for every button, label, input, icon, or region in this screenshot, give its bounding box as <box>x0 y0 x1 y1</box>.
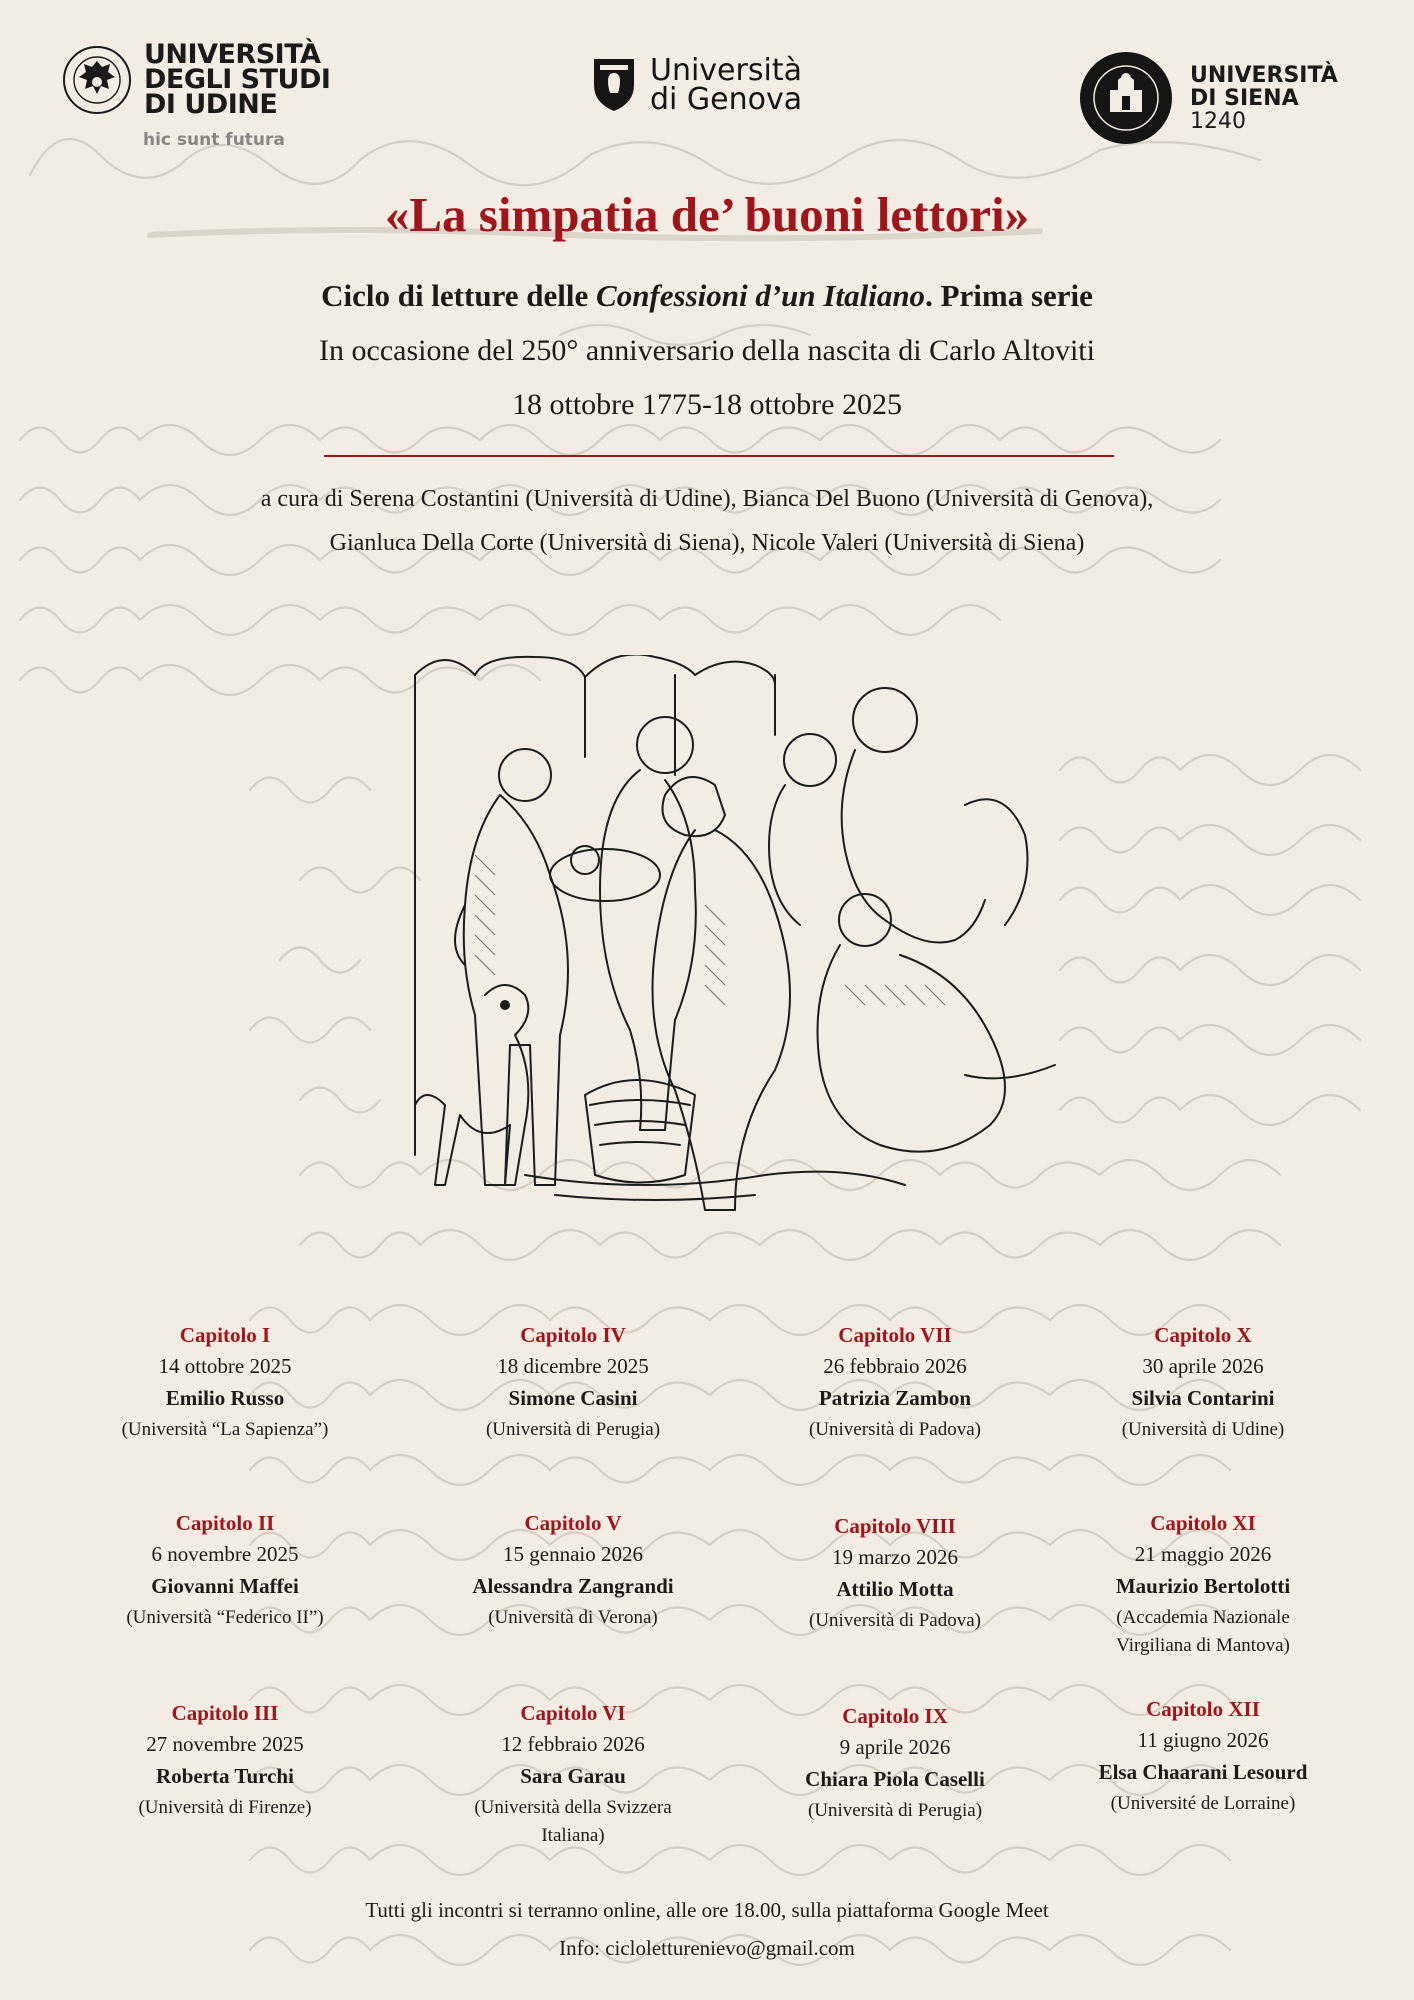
chapter-date: 21 maggio 2026 <box>1134 1542 1272 1566</box>
curators-line-1: a cura di Serena Costantini (Università di Udine), Bianca Del Buono (Università di Genova), <box>260 486 1154 512</box>
chapter-date: 30 aprile 2026 <box>1142 1354 1264 1378</box>
chapter-speaker: Maurizio Bertolotti <box>1115 1574 1291 1598</box>
chapter-date: 12 febbraio 2026 <box>501 1732 645 1756</box>
chapter-affiliation: (Università di Perugia) <box>807 1800 983 1821</box>
genova-name: Università di Genova <box>650 53 803 117</box>
chapter-title: Capitolo II <box>175 1511 275 1535</box>
chapter-title: Capitolo V <box>524 1511 622 1535</box>
chapter-card <box>1038 1508 1368 1660</box>
chapter-card <box>408 1698 738 1850</box>
chapter-date: 11 giugno 2026 <box>1137 1728 1269 1752</box>
series-subtitle: Ciclo di letture delle Confessioni d’un Italiano. Prima serie <box>321 278 1093 313</box>
chapter-speaker: Chiara Piola Caselli <box>805 1767 985 1791</box>
chapter-card <box>1038 1694 1368 1818</box>
chapter-title: Capitolo X <box>1154 1323 1252 1347</box>
chapter-speaker: Sara Garau <box>520 1764 626 1788</box>
chapter-card <box>730 1320 1060 1444</box>
chapter-date: 19 marzo 2026 <box>832 1545 958 1569</box>
chapter-title: Capitolo IX <box>842 1704 948 1728</box>
chapter-title: Capitolo XII <box>1146 1697 1260 1721</box>
chapter-affiliation: (Université de Lorraine) <box>1110 1793 1296 1814</box>
chapter-speaker: Alessandra Zangrandi <box>472 1574 674 1598</box>
chapter-affiliation: (Università “Federico II”) <box>126 1607 324 1628</box>
chapter-title: Capitolo XI <box>1150 1511 1256 1535</box>
siena-name: UNIVERSITÀ DI SIENA 1240 <box>1190 62 1338 134</box>
chapter-card <box>60 1320 390 1444</box>
siena-logo <box>1078 50 1338 146</box>
chapter-affiliation: (Accademia Nazionale Virgiliana di Mantova) <box>1116 1607 1290 1656</box>
chapter-card <box>730 1701 1060 1825</box>
chapter-speaker: Roberta Turchi <box>156 1764 294 1788</box>
chapter-speaker: Patrizia Zambon <box>818 1386 972 1410</box>
chapter-affiliation: (Università di Firenze) <box>138 1797 312 1818</box>
engraving-illustration <box>405 655 1065 1245</box>
chapter-affiliation: (Università della Svizzera Italiana) <box>474 1797 672 1846</box>
chapter-title: Capitolo VI <box>520 1701 626 1725</box>
chapter-affiliation: (Università di Perugia) <box>485 1419 661 1440</box>
chapter-date: 14 ottobre 2025 <box>158 1354 292 1378</box>
chapter-speaker: Giovanni Maffei <box>151 1574 299 1598</box>
chapter-affiliation: (Università “La Sapienza”) <box>121 1419 329 1440</box>
occasion-line: In occasione del 250° anniversario della nascita di Carlo Altoviti <box>319 334 1095 367</box>
chapter-affiliation: (Università di Verona) <box>488 1607 658 1628</box>
udine-logo <box>62 39 331 120</box>
udine-name: UNIVERSITÀ DEGLI STUDI DI UDINE <box>144 39 331 120</box>
chapter-date: 18 dicembre 2025 <box>497 1354 649 1378</box>
work-title: Confessioni d’un Italiano <box>596 278 926 313</box>
chapter-date: 9 aprile 2026 <box>839 1735 951 1759</box>
chapter-speaker: Emilio Russo <box>165 1386 285 1410</box>
chapter-card <box>408 1320 738 1444</box>
chapter-speaker: Attilio Motta <box>836 1577 954 1601</box>
chapter-card <box>730 1511 1060 1635</box>
siena-seal-icon <box>1078 50 1174 146</box>
udine-motto: hic sunt futura <box>143 130 285 150</box>
chapter-date: 27 novembre 2025 <box>146 1732 304 1756</box>
dates-line: 18 ottobre 1775-18 ottobre 2025 <box>512 388 902 421</box>
chapter-card <box>408 1508 738 1632</box>
chapter-speaker: Elsa Chaarani Lesourd <box>1098 1760 1308 1784</box>
chapter-speaker: Simone Casini <box>508 1386 638 1410</box>
genova-shield-icon <box>592 57 636 113</box>
chapter-title: Capitolo III <box>171 1701 279 1725</box>
chapter-card <box>1038 1320 1368 1444</box>
chapter-title: Capitolo VIII <box>834 1514 956 1538</box>
divider <box>324 455 1114 457</box>
chapter-title: Capitolo I <box>179 1323 271 1347</box>
chapter-speaker: Silvia Contarini <box>1131 1386 1275 1410</box>
chapter-date: 6 novembre 2025 <box>151 1542 299 1566</box>
event-title: «La simpatia de’ buoni lettori» <box>384 187 1030 242</box>
chapter-card <box>60 1698 390 1822</box>
udine-seal-icon <box>62 45 132 115</box>
footer-info: Tutti gli incontri si terranno online, alle ore 18.00, sulla piattaforma Google Meet <box>365 1898 1049 1922</box>
footer-contact: Info: cicloletturenievo@gmail.com <box>559 1936 855 1960</box>
chapter-affiliation: (Università di Udine) <box>1121 1419 1285 1440</box>
chapter-date: 26 febbraio 2026 <box>823 1354 967 1378</box>
curators-line-2: Gianluca Della Corte (Università di Siena), Nicole Valeri (Università di Siena) <box>329 530 1085 556</box>
chapter-affiliation: (Università di Padova) <box>808 1419 981 1440</box>
chapter-affiliation: (Università di Padova) <box>808 1610 981 1631</box>
chapter-card <box>60 1508 390 1632</box>
chapter-date: 15 gennaio 2026 <box>503 1542 643 1566</box>
chapter-title: Capitolo IV <box>520 1323 626 1347</box>
genova-logo <box>592 53 803 117</box>
chapter-title: Capitolo VII <box>838 1323 952 1347</box>
